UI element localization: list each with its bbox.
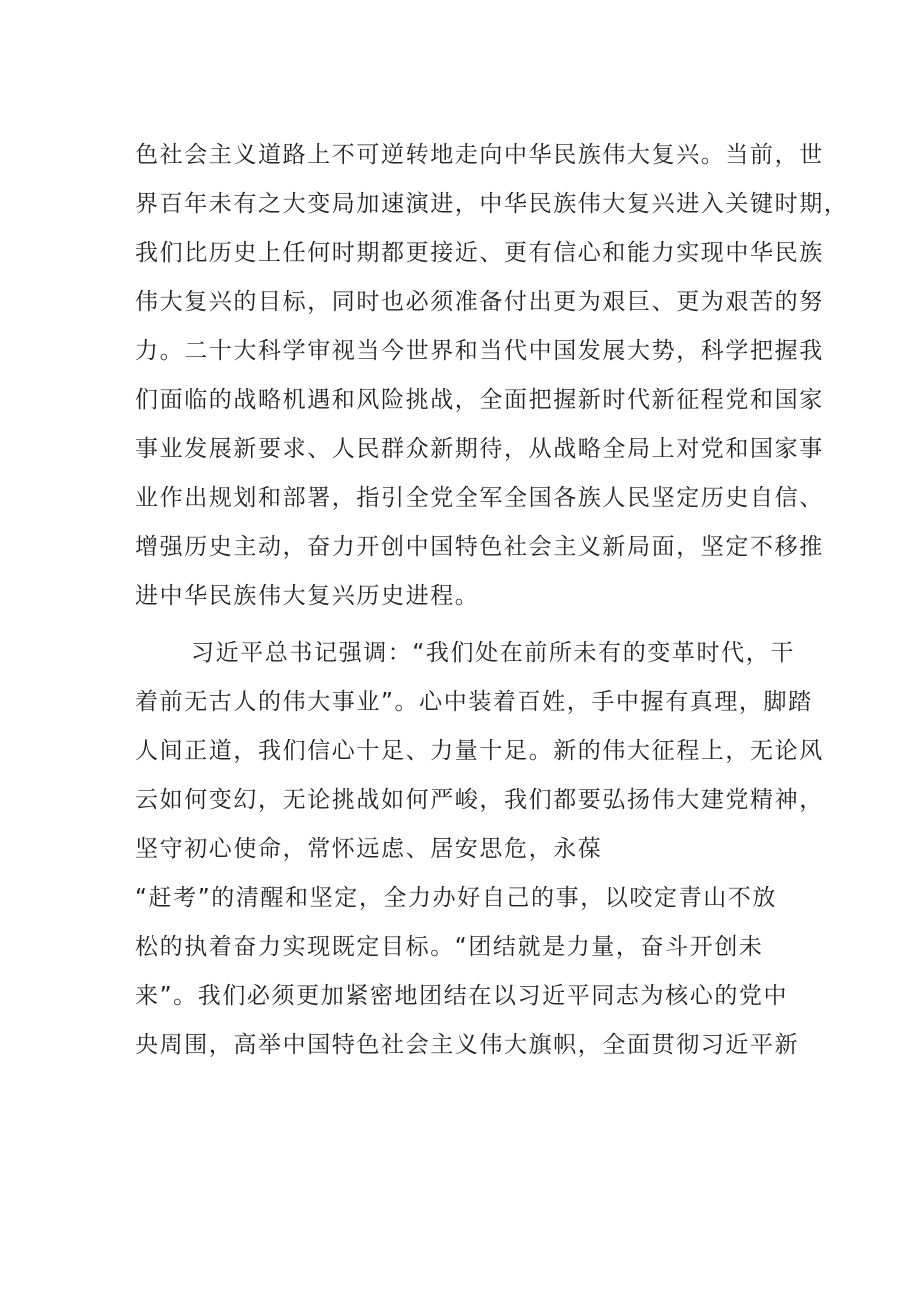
text-line: 云如何变幻，无论挑战如何严峻，我们都要弘扬伟大建党精神， — [135, 787, 824, 813]
text-line: 进中华民族伟大复兴历史进程。 — [135, 583, 480, 609]
text-line: 松的执着奋力实现既定目标。“团结就是力量，奋斗开创未 — [135, 934, 764, 960]
text-line: 我们比历史上任何时期都更接近、更有信心和能力实现中华民族 — [135, 240, 824, 266]
text-line: 事业发展新要求、人民群众新期待，从战略全局上对党和国家事 — [135, 436, 824, 462]
text-line: 着前无古人的伟大事业”。心中装着百姓，手中握有真理，脚踏 — [135, 689, 813, 715]
text-line: 业作出规划和部署，指引全党全军全国各族人民坚定历史自信、 — [135, 485, 824, 511]
document-body — [135, 131, 849, 1070]
text-line: 央周围，高举中国特色社会主义伟大旗帜，全面贯彻习近平新 — [135, 1032, 800, 1058]
text-line: 增强历史主动，奋力开创中国特色社会主义新局面，坚定不移推 — [135, 534, 824, 560]
text-line: 们面临的战略机遇和风险挑战，全面把握新时代新征程党和国家 — [135, 387, 824, 413]
text-line: 力。二十大科学审视当今世界和当代中国发展大势，科学把握我 — [135, 338, 824, 364]
text-line: 界百年未有之大变局加速演进，中华民族伟大复兴进入关键时期， — [135, 191, 849, 217]
text-line: 色社会主义道路上不可逆转地走向中华民族伟大复兴。当前，世 — [135, 142, 824, 168]
text-line: “赶考”的清醒和坚定，全力办好自己的事，以咬定青山不放 — [135, 885, 778, 911]
text-line: 人间正道，我们信心十足、力量十足。新的伟大征程上，无论风 — [135, 738, 824, 764]
paragraph-first-line: 习近平总书记强调：“我们处在前所未有的变革时代，干 — [191, 640, 795, 666]
text-line: 来”。我们必须更加紧密地团结在以习近平同志为核心的党中 — [135, 983, 789, 1009]
text-line: 坚守初心使命，常怀远虑、居安思危，永葆 — [135, 836, 603, 862]
text-line: 伟大复兴的目标，同时也必须准备付出更为艰巨、更为艰苦的努 — [135, 289, 824, 315]
